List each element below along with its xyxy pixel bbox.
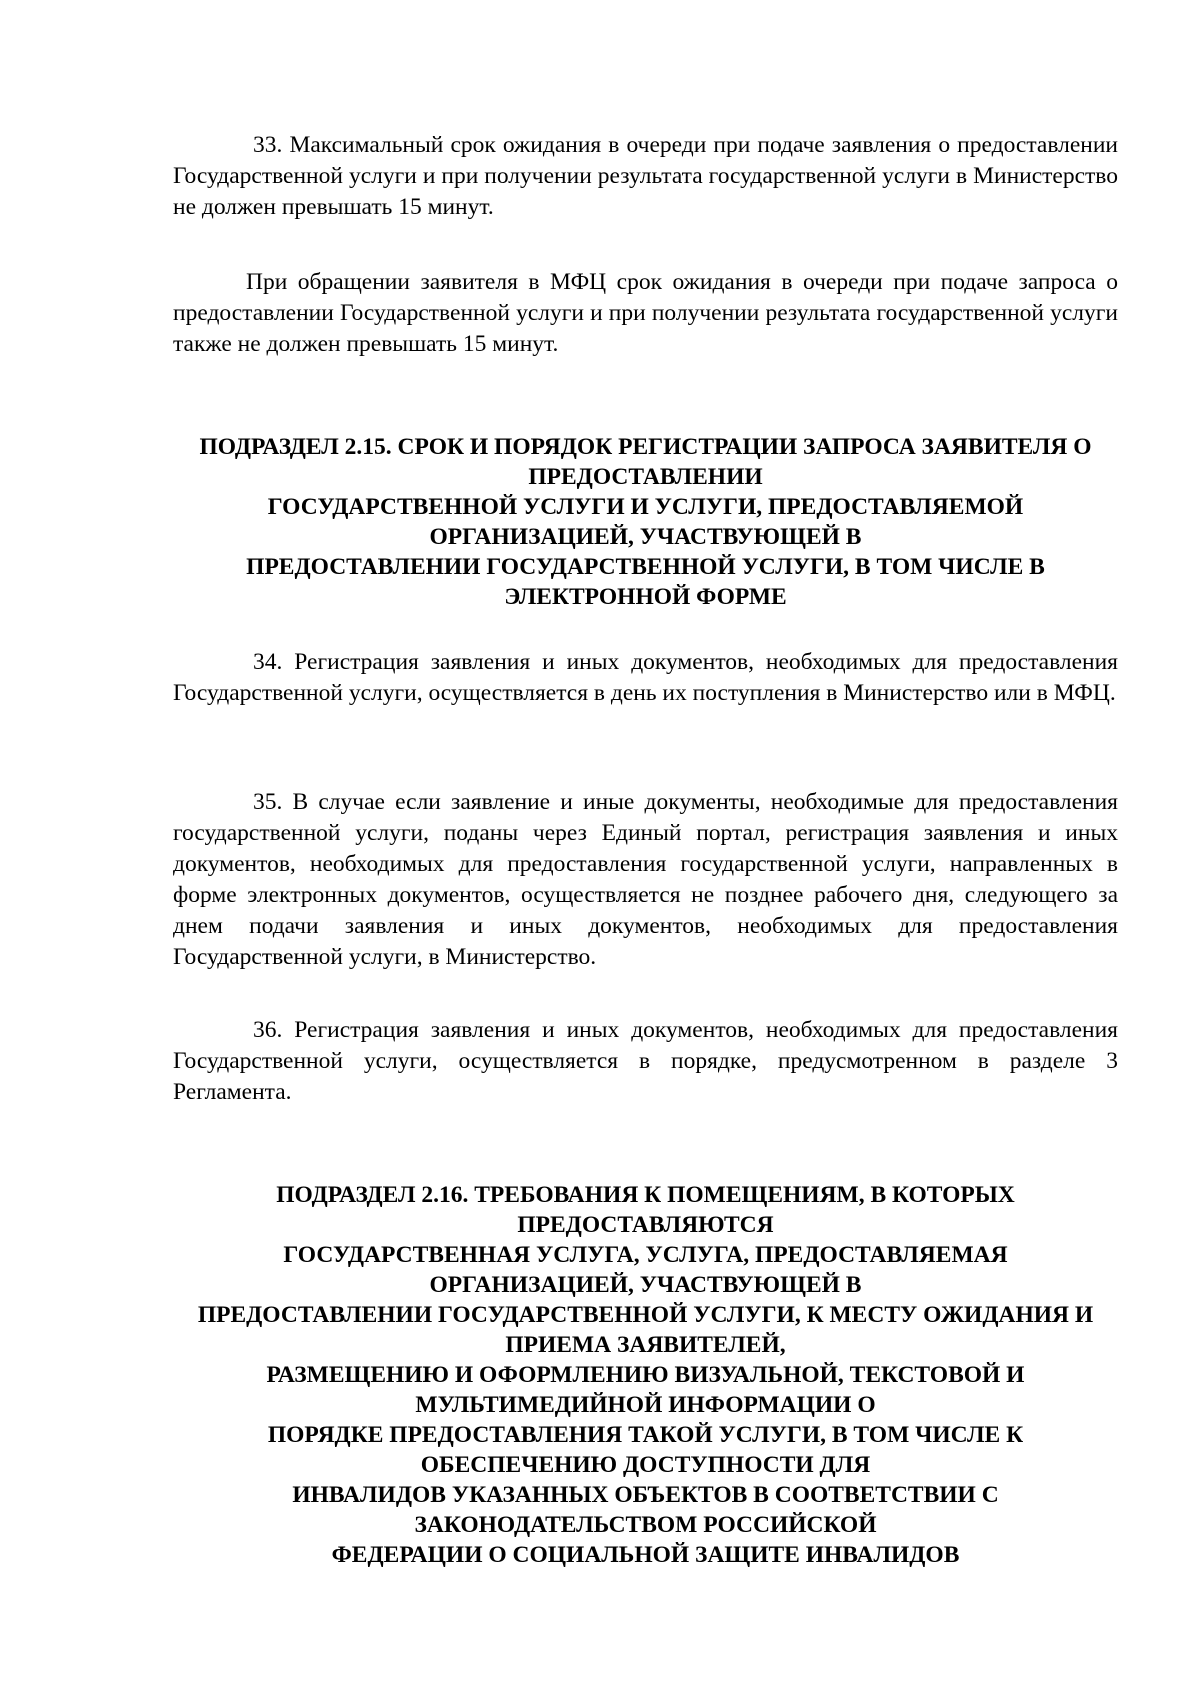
section-heading-2-16: [173, 1180, 1118, 1570]
paragraph-35: 35. В случае если заявление и иные документы, необходимые для предоставления государственной услуги, поданы через Единый портал, регистрация заявления и иных документов, необходимых для предоставления государственной услуги, направленных в форме электронных документов, осуществляется не позднее рабочего дня, следующего за днем подачи заявления и иных документов, необходимых для предоставления Государственной услуги, в Министерство.: [173, 789, 1118, 970]
heading-line: ПОДРАЗДЕЛ 2.15. СРОК И ПОРЯДОК РЕГИСТРАЦИИ ЗАПРОСА ЗАЯВИТЕЛЯ О: [199, 434, 1092, 460]
heading-line: ПРЕДОСТАВЛЯЮТСЯ: [517, 1212, 774, 1238]
heading-line: ПРЕДОСТАВЛЕНИИ: [528, 464, 763, 490]
paragraph-36: 36. Регистрация заявления и иных документов, необходимых для предоставления Государственной услуги, осуществляется в порядке, предусмотренном в разделе 3 Регламента.: [173, 1017, 1118, 1105]
heading-line: ФЕДЕРАЦИИ О СОЦИАЛЬНОЙ ЗАЩИТЕ ИНВАЛИДОВ: [331, 1542, 960, 1568]
heading-line: ГОСУДАРСТВЕННОЙ УСЛУГИ И УСЛУГИ, ПРЕДОСТАВЛЯЕМОЙ: [267, 494, 1024, 520]
heading-line: ЭЛЕКТРОННОЙ ФОРМЕ: [504, 584, 787, 610]
heading-line: ОБЕСПЕЧЕНИЮ ДОСТУПНОСТИ ДЛЯ: [420, 1452, 871, 1478]
heading-line: ПОРЯДКЕ ПРЕДОСТАВЛЕНИЯ ТАКОЙ УСЛУГИ, В ТОМ ЧИСЛЕ К: [267, 1422, 1024, 1448]
heading-line: ПРЕДОСТАВЛЕНИИ ГОСУДАРСТВЕННОЙ УСЛУГИ, К МЕСТУ ОЖИДАНИЯ И: [197, 1302, 1094, 1328]
paragraph-33: 33. Максимальный срок ожидания в очереди при подаче заявления о предоставлении Государственной услуги и при получении результата государственной услуги в Министерство не должен превышать 15 минут.: [173, 132, 1118, 220]
heading-line: РАЗМЕЩЕНИЮ И ОФОРМЛЕНИЮ ВИЗУАЛЬНОЙ, ТЕКСТОВОЙ И: [266, 1362, 1025, 1388]
heading-line: ЗАКОНОДАТЕЛЬСТВОМ РОССИЙСКОЙ: [414, 1512, 877, 1538]
paragraph-33-mfc: При обращении заявителя в МФЦ срок ожидания в очереди при подаче запроса о предоставлении Государственной услуги и при получении результата государственной услуги также не должен превышать 15 минут.: [173, 269, 1118, 357]
heading-line: ГОСУДАРСТВЕННАЯ УСЛУГА, УСЛУГА, ПРЕДОСТАВЛЯЕМАЯ: [283, 1242, 1008, 1268]
heading-line: ПОДРАЗДЕЛ 2.16. ТРЕБОВАНИЯ К ПОМЕЩЕНИЯМ, В КОТОРЫХ: [276, 1182, 1015, 1208]
heading-line: ПРЕДОСТАВЛЕНИИ ГОСУДАРСТВЕННОЙ УСЛУГИ, В ТОМ ЧИСЛЕ В: [246, 554, 1045, 580]
heading-line: ОРГАНИЗАЦИЕЙ, УЧАСТВУЮЩЕЙ В: [429, 1272, 862, 1298]
section-heading-2-15: [173, 432, 1118, 612]
paragraph-34: 34. Регистрация заявления и иных документов, необходимых для предоставления Государственной услуги, осуществляется в день их поступления в Министерство или в МФЦ.: [173, 649, 1118, 706]
heading-line: ИНВАЛИДОВ УКАЗАННЫХ ОБЪЕКТОВ В СООТВЕТСТВИИ С: [292, 1482, 999, 1508]
heading-line: ОРГАНИЗАЦИЕЙ, УЧАСТВУЮЩЕЙ В: [429, 524, 862, 550]
heading-line: МУЛЬТИМЕДИЙНОЙ ИНФОРМАЦИИ О: [415, 1392, 876, 1418]
heading-line: ПРИЕМА ЗАЯВИТЕЛЕЙ,: [505, 1332, 786, 1358]
